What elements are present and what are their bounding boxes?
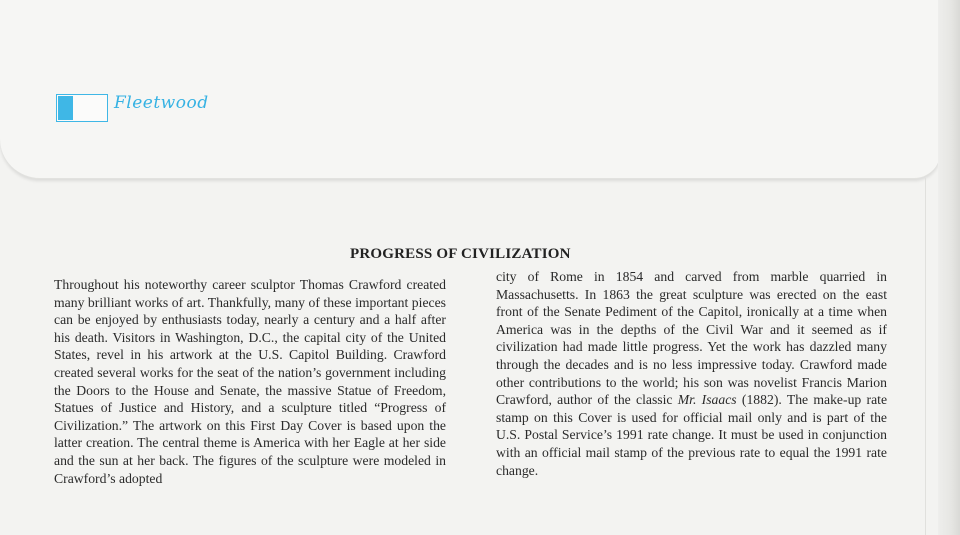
- right-column-text-before: city of Rome in 1854 and carved from marble quarried in Massachusetts. In 1863 the great sculpture was erected on the east front of the Senate Pediment of the Capitol, ironically at a time when America was in the depths of the Civil War and it seemed as if civilization had made little progress. Yet the work has dazzled many through the decades and is no less impressive today. Crawford made other contributions to the world; his son was novelist Francis Marion Crawford, author of the classic: [496, 269, 887, 408]
- book-title: Mr. Isaacs: [677, 392, 737, 408]
- envelope-right-edge: [938, 0, 960, 535]
- right-column-text-after: (1882). The make-up rate stamp on this Cover is used for official mail only and is part of the U.S. Postal Service’s 1991 rate change. It must be used in conjunction with an official mail stamp of the previous rate to equal the 1991 rate change.: [496, 392, 888, 478]
- left-column-text: Throughout his noteworthy career sculptor Thomas Crawford created many brilliant works of art. Thankfully, many of these important pieces can be enjoyed by enthusiasts today, nearly a century and a half after his death. Visitors in Washington, D.C., the capital city of the United States, revel in his artwork at the U.S. Capitol Building. Crawford created several works for the seat of the nation’s government including the Doors to the House and Senate, the massive Statue of Freedom, Statues of Justice and History, and a sculpture titled “Progress of Civilization.” The artwork on this First Day Cover is based upon the latter creation. The central theme is America with her Eagle at her side and the sun at her back. The figures of the sculpture were modeled in Crawford’s adopted: [54, 277, 446, 486]
- envelope-fold-line: [925, 178, 926, 535]
- article-right-column: [496, 268, 887, 479]
- right-column-paragraph: [496, 268, 887, 479]
- article-title: PROGRESS OF CIVILIZATION: [350, 246, 571, 262]
- fleetwood-logo-text: Fleetwood: [114, 93, 209, 113]
- fleetwood-logo-mark: [56, 94, 108, 122]
- logo-mark-fill: [58, 96, 73, 120]
- article-left-column: [54, 276, 446, 487]
- envelope-flap: [0, 0, 940, 179]
